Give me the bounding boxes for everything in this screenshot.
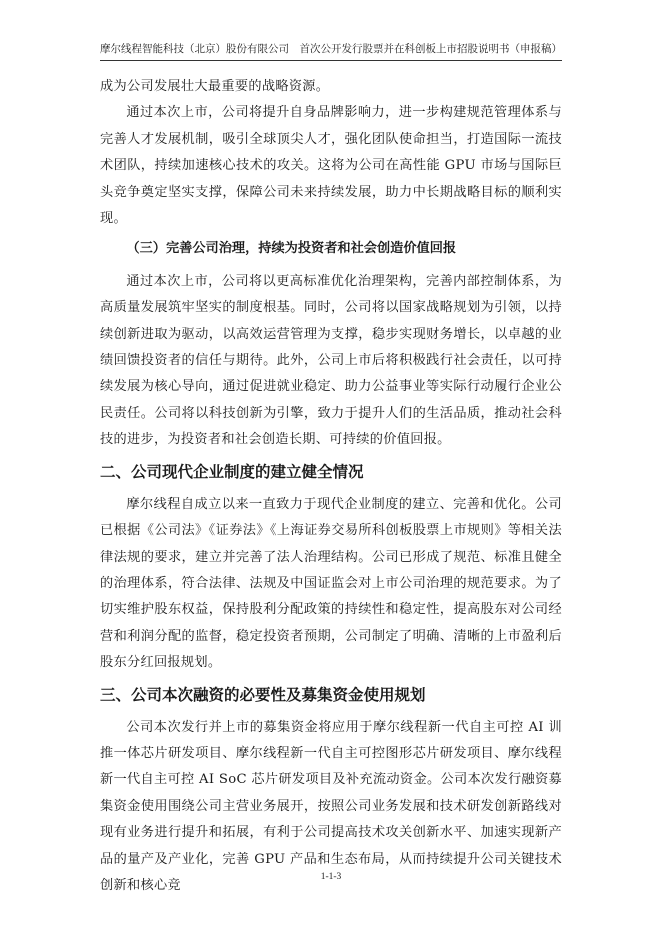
section-heading-financing: 三、公司本次融资的必要性及募集资金使用规划 — [100, 685, 426, 704]
paragraph-financing: 公司本次发行并上市的募集资金将应用于摩尔线程新一代自主可控 AI 训推一体芯片研发项目、摩尔线程新一代自主可控图形芯片研发项目、摩尔线程新一代自主可控 AI SoC 芯片研发项目及补充流动资金。公司本次发行融资募集资金使用围绕公司主营业务展开，按照公司业务发展和技术研发创新路线对现有业务进行提升和拓展，有利于公司提高技术攻关创新水平、加速实现新产品的量产及产业化，完善 GPU 产品和生态布局，从而持续提升公司关键技术创新和核心竞 — [100, 719, 562, 893]
page-header — [100, 41, 562, 57]
header-divider — [100, 60, 562, 61]
header-company-name: 摩尔线程智能科技（北京）股份有限公司 — [100, 43, 289, 55]
paragraph-governance: 通过本次上市，公司将以更高标准优化治理架构，完善内部控制体系，为高质量发展筑牢坚实的制度根基。同时，公司将以国家战略规划为引领，以持续创新进取为驱动，以高效运营管理为支撑，稳步实现财务增长，以卓越的业绩回馈投资者的信任与期待。此外，公司上市后将积极践行社会责任，以可持续发展为核心导向，通过促进就业稳定、助力公益事业等实际行动履行企业公民责任。公司将以科技创新为引擎，致力于提升人们的生活品质，推动社会科技的进步，为投资者和社会创造长期、可持续的价值回报。 — [100, 273, 562, 448]
paragraph-enterprise-system: 摩尔线程自成立以来一直致力于现代企业制度的建立、完善和优化。公司已根据《公司法》《证券法》《上海证券交易所科创板股票上市规则》等相关法律法规的要求，建立并完善了法人治理结构。公司已形成了规范、标准且健全的治理体系，符合法律、法规及中国证监会对上市公司治理的规范要求。为了切实维护股东权益，保持股利分配政策的持续性和稳定性，提高股东对公司经营和利润分配的监督，稳定投资者预期，公司制定了明确、清晰的上市盈利后股东分红回报规划。 — [100, 496, 562, 671]
section-heading-enterprise-system: 二、公司现代企业制度的建立健全情况 — [100, 462, 364, 481]
document-body — [100, 74, 562, 899]
paragraph-brand-talent: 通过本次上市，公司将提升自身品牌影响力，进一步构建规范管理体系与完善人才发展机制，吸引全球顶尖人才，强化团队使命担当，打造国际一流技术团队，持续加速核心技术的攻关。这将为公司在高性能 GPU 市场与国际巨头竞争奠定坚实支撑，保障公司未来持续发展，助力中长期战略目标的顺利实现。 — [100, 105, 562, 227]
subsection-heading-governance: （三）完善公司治理，持续为投资者和社会创造价值回报 — [126, 241, 457, 257]
page-number: 1-1-3 — [320, 872, 342, 882]
paragraph-continuation: 成为公司发展壮大最重要的战略资源。 — [100, 79, 330, 94]
header-document-title: 首次公开发行股票并在科创板上市招股说明书（申报稿） — [299, 43, 562, 55]
